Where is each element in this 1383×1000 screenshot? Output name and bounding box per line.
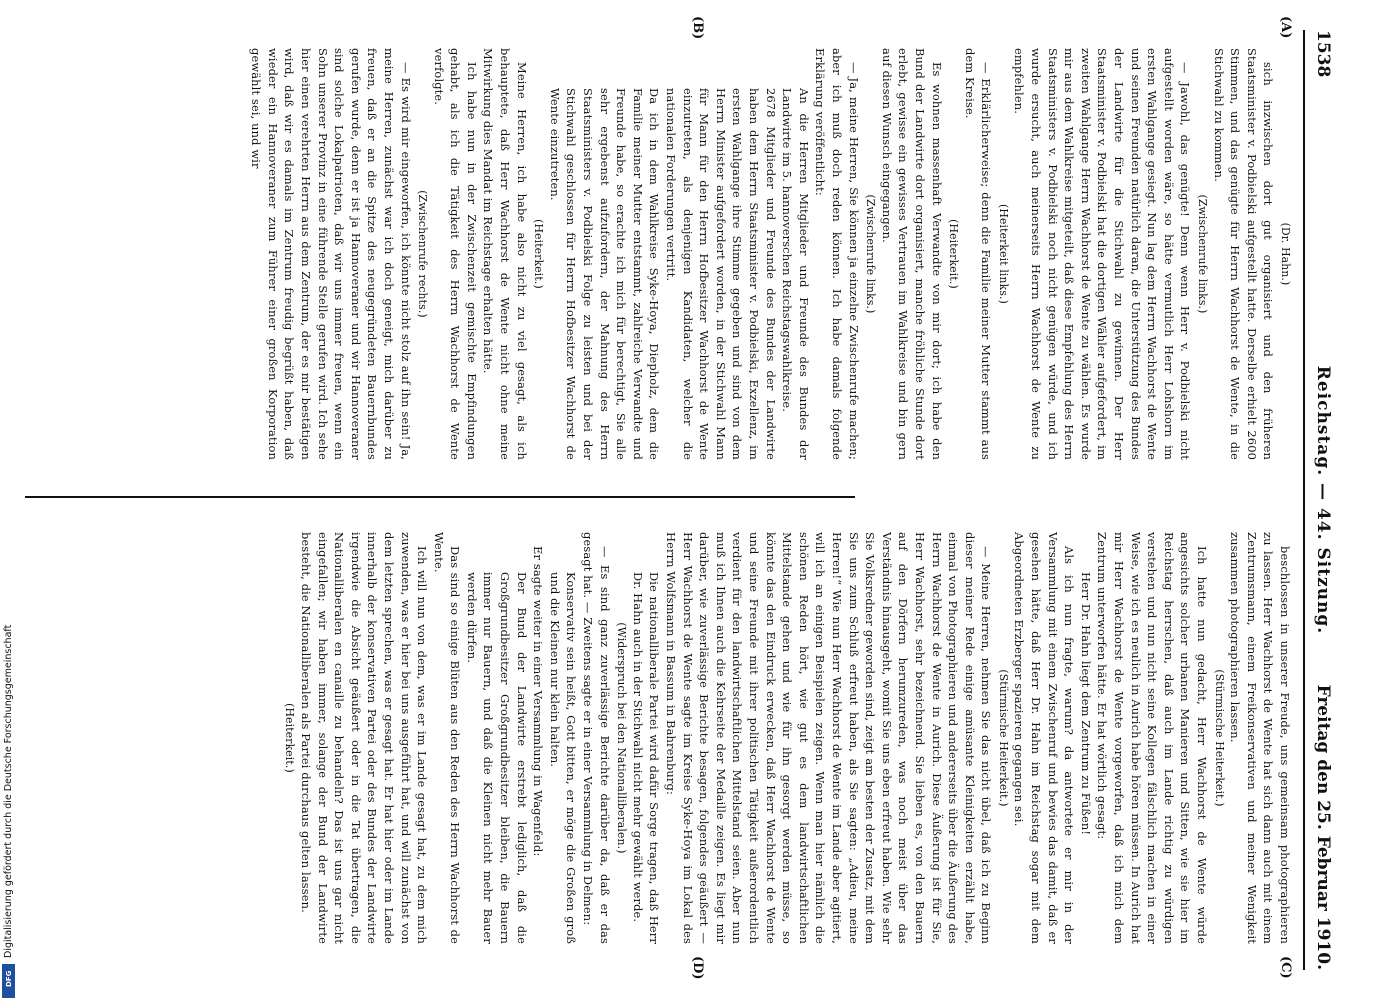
paragraph: Ich habe nun in der Zwischenzeit gemischte Empfindungen gehabt, als ich die Tätigkeit des Herrn Wachhorst de Wente verfolgte. (431, 48, 479, 460)
paragraph: — Es sind ganz zuverlässige Berichte darüber da, daß er das gesagt hat. — Zweitens sagte er in einer Versammlung in Delmen: (581, 532, 612, 944)
quoted-passage: An die Herren Mitglieder und Freunde des Bundes der Landwirte im 5. hannoverschen Reichstagswahlkreise. (780, 88, 811, 460)
paragraph: beschlossen in unserer Freude, uns gemeinsam photographieren zu lassen. Herr Wachhorst de Wente hat sich dann auch mit einem Zentrumsmann, einem Freikonservativen und meiner Wenigkeit zusammen photographieren lassen. (1228, 532, 1292, 944)
paragraph: — Erklärlicherweise; denn die Familie meiner Mutter stammt aus dem Kreise. (962, 48, 994, 460)
stage-direction: (Zwischenrufe links.) (1196, 194, 1210, 314)
quoted-passage: Die nationalliberale Partei wird dafür Sorge tragen, daß Herr Dr. Hahn auch in der Stichwahl nicht mehr gewählt werde. (630, 572, 662, 944)
quoted-passage: 2678 Mitglieder und Freunde des Bundes der Landwirte haben dem Herrn Staatsminister v. Podbielski, Exzellenz, im ersten Wahlgange ihre Stimme gegeben und sind von dem Herrn Minister aufgefordert worden, in der Stichwahl Mann für Mann für den Herrn Hofbesitzer Wachhorst de Wente einzutreten, als denjenigen Kandidaten, welcher die nationalen Forderungen vertritt. (664, 88, 778, 460)
paragraph: Als ich nun fragte, warum? da antwortete er mir in der Versammlung mit einem Zwischenruf und bewies das damit, daß er gesehen hätte, daß Herr Dr. Hahn im Reichstag sogar mit dem Abgeordneten Erzberger spazieren gegangen sei. (1012, 532, 1077, 944)
margin-mark-a: (A) (1278, 16, 1293, 39)
stage-direction: (Stürmische Heiterkeit.) (1212, 669, 1226, 807)
credit-text: Digitalisierung gefördert durch die Deutsche Forschungsgemeinschaft (3, 624, 14, 958)
digitization-credit (2, 18, 16, 987)
paragraph: Es wohnen massenhaft Verwandte von mir dort; ich habe den Bund der Landwirte dort organisiert, manche fröhliche Stunde dort erlebt, gewisse ein gewisses Vertrauen im Wahlkreise und bin gern auf diesen Wunsch eingegangen. (879, 48, 944, 460)
header-rule (1303, 30, 1305, 970)
stage-direction: (Heiterkeit.) (283, 703, 297, 773)
dfg-logo (2, 964, 16, 998)
left-column (33, 48, 1293, 460)
stage-direction: (Dr. Hahn.) (1279, 222, 1292, 286)
paragraph: sich inzwischen dort gut organisiert und den früheren Staatsminister v. Podbielski aufgestellt hatte. Derselbe erhielt 2600 Stimmen, und das genügte für Herrn Wachhorst de Wente, in die Stichwahl zu kommen. (1211, 48, 1276, 460)
quoted-passage: Konservativ sein heißt, Gott bitten, er möge die Großen groß und die Kleinen nur klein halten. (547, 572, 579, 944)
page-number: 1538 (1313, 30, 1333, 78)
stage-direction: (Widerspruch bei den Nationalliberalen.) (615, 622, 629, 854)
paragraph: Meine Herren, ich habe also nicht zu viel gesagt, als ich behauptete, daß Herr Wachhorst de Wente nicht ohne meine Mitwirkung dies Mandat im Reichstage erhalten hätte. (481, 48, 529, 460)
document-page (15, 0, 1345, 1000)
margin-mark-b: (B) (690, 16, 705, 40)
paragraph: — Es wird mir eingeworfen, ich könnte nicht stolz auf ihn sein! Ja, meine Herren, zunächst war ich doch geneigt, mich darüber zu freuen, daß er an die Spitze des neugegründeten Bauernbundes gerufen wurde, denn er ist ja Hannoveraner und wir Hannoveraner sind solche Lokalpatrioten, daß wir uns immer freuen, wenn ein Sohn unserer Provinz in eine führende Stelle gerufen wird. Ich sehe hier einen verehrten Herrn aus dem Zentrum, der es mir bestätigen wird, daß wir es damals im Zentrum freudig begrüßt haben, daß wieder ein Hannoveraner zum Führer einer großen Korporation gewählt sei, und wir (249, 48, 413, 460)
stage-direction: (Heiterkeit links.) (996, 204, 1010, 304)
column-divider (25, 496, 855, 498)
right-column (33, 532, 1293, 944)
dfg-logo-label: DFG (5, 970, 13, 987)
paragraph: Er sagte weiter in einer Versammlung in Wagenfeld: (531, 546, 546, 857)
quoted-passage: Der Bund der Landwirte erstrebt lediglich, daß die Großgrundbesitzer Großgrundbesitzer bleiben, die Bauern immer nur Bauern, und daß die Kleinen nicht mehr Bauer werden dürfen. (464, 572, 529, 944)
stage-direction: (Zwischenrufe rechts.) (416, 190, 430, 318)
session-title: Reichstag. — 44. Sitzung. (1313, 365, 1333, 635)
session-date: Freitag den 25. Februar 1910. (1313, 684, 1333, 970)
paragraph: — Jawohl, das genügte! Denn wenn Herr v. Podbielski nicht aufgestellt worden wäre, so hätte vermutlich Herr Lohshorn im ersten Wahlgange gesiegt. Nun lag dem Herrn Wachhorst de Wente und seinen Freunden natürlich daran, die Unterstützung des Bundes der Landwirte für die Stichwahl zu gewinnen. Der Herr Staatsminister v. Podbielski hat die dortigen Wähler aufgefordert, im zweiten Wahlgange Herrn Wachhorst de Wente zu wählen. Es wurde mir aus dem Wahlkreise mitgeteilt, daß diese Empfehlung des Herrn Staatsministers v. Podbielski noch nicht genügen würde, und ich wurde ersucht, auch meinerseits Herrn Wachhorst de Wente zu empfehlen. (1012, 48, 1193, 460)
quoted-passage: Herr Dr. Hahn liegt dem Zentrum zu Füßen! (1078, 572, 1093, 836)
paragraph: — Ja, meine Herren, Sie können ja einzelne Zwischenrufe machen; aber ich muß doch reden können. Ich habe damals folgende Erklärung veröffentlicht: (813, 48, 861, 460)
paragraph: — Meine Herren, nehmen Sie das nicht übel, daß ich zu Beginn dieser meiner Rede einige amüsante Kleinigkeiten erzählt habe, einmal von Photographieren und andererseits über die Äußerung des Herrn Wachhorst de Wente in Aurich. Diese Äußerung ist für Sie, Herr Wachhorst, sehr bezeichnend. Sie lieben es, von den Bauern auf den Dörfern herumzureden, was noch meist über das Verständnis hinausgeht, womit Sie uns eben erfreut haben. Wie sehr Sie Volksredner geworden sind, zeigt am besten der Zusatz, mit dem Sie uns zum Schluß erfreut haben, als Sie sagten: „Adieu, meine Herren!“ Wie nun Herr Wachhorst de Wente im Lande aber agitiert, will ich an einigen Beispielen zeigen. Wenn man hier nämlich die schönen Reden hört, wie gut es dem landwirtschaftlichen Mittelstande gehen und wie für ihn gesorgt werden müsse, so könnte das den Eindruck erwecken, daß Herr Wachhorst de Wente und seine Freunde mit ihrer politischen Tätigkeit außerordentlich verdient für den landwirtschaftlichen Mittelstand seien. Aber nun muß ich Ihnen auch die Kehrseite der Medaille zeigen. Es liegt mir darüber, wie zuverlässige Berichte besagen, folgendes geäußert — Herr Wachhorst de Wente sagte im Kreise Syke-Hoya im Lokal des Herrn Wolfsmann in Bassum in Bahrenburg: (664, 532, 994, 944)
margin-mark-c: (C) (1278, 956, 1293, 979)
paragraph: Ich hatte nun gedacht, Herr Wachhorst de Wente würde angesichts solcher urbanen Manieren und Sitten, wie sie hier im Reichstag herrschen, daß auch im Lande richtig zu würdigen verstehen und nun nicht seine Kollegen fälschlich machen in einer Weise, wie ich es neulich in Aurich habe hören müssen. In Aurich hat mir Herr Wachhorst de Wente vorgeworfen, daß ich mich dem Zentrum unterworfen hätte. Er hat wörtlich gesagt: (1095, 532, 1210, 944)
quoted-passage: Da ich in dem Wahlkreise Syke-Hoya, Diepholz, dem die Familie meiner Mutter entstammt, zahlreiche Verwandte und Freunde habe, so erachte ich mich für berechtigt, Sie alle sehr ergebenst aufzufordern, der Mahnung des Herrn Staatsministers v. Podbielski Folge zu leisten und bei der Stichwahl geschlossen für Herrn Hofbesitzer Wachhorst de Wente einzutreten. (547, 88, 662, 460)
paragraph: Das sind so einige Blüten aus den Reden des Herrn Wachhorst de Wente. (431, 532, 463, 944)
stage-direction: (Stürmische Heiterkeit.) (996, 669, 1010, 807)
stage-direction: (Heiterkeit.) (532, 219, 546, 289)
margin-mark-d: (D) (690, 956, 705, 980)
page-header (1307, 30, 1337, 970)
stage-direction: (Heiterkeit.) (947, 219, 961, 289)
stage-direction: (Zwischenrufe links.) (864, 194, 878, 314)
paragraph: Ich will nun von dem, was er im Lande gesagt hat, zu dem mich zuwenden, was er hier bei uns ausgeführt hat, und will zunächst von dem letzten sprechen, was er gesagt hat. Er hat hier oder im Lande innerhalb der konservativen Partei oder des Bundes der Landwirte irgendwie die Absicht geäußert oder in die Tat übertragen, die Nationalliberalen en canaille zu behandeln? Das ist uns gar nicht eingefallen; wir haben immer, solange der Bund der Landwirte besteht, die Nationalliberalen als Partei durchaus gelten lassen. (298, 532, 430, 944)
